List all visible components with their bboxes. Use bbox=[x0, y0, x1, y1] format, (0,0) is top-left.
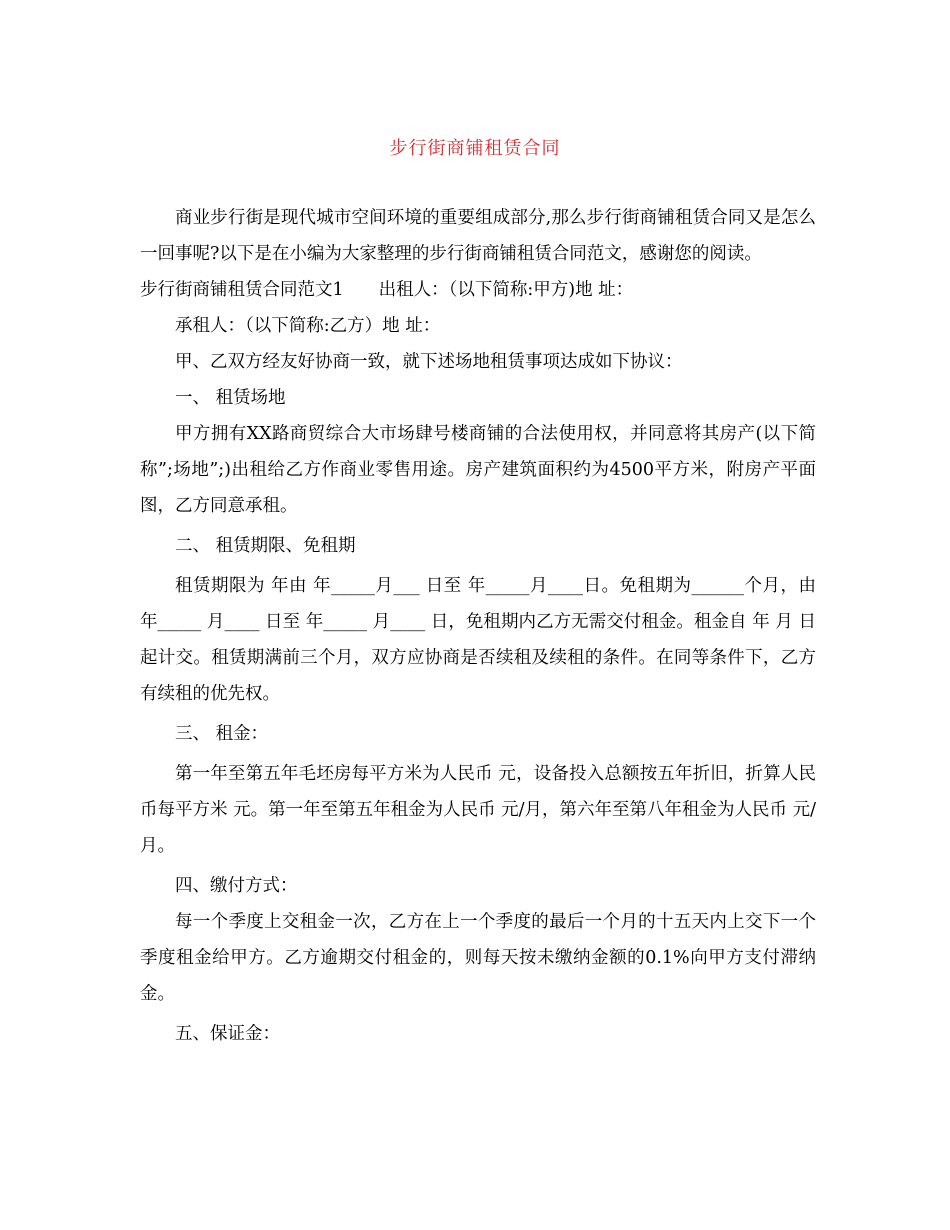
section-paragraph: 每一个季度上交租金一次，乙方在上一个季度的最后一个月的十五天内上交下一个季度租金给甲方。乙方逾期交付租金的，则每天按未缴纳金额的0.1%向甲方支付滞纳金。 bbox=[140, 912, 816, 1004]
agreement-preamble: 甲、乙双方经友好协商一致，就下述场地租赁事项达成如下协议： bbox=[175, 352, 683, 372]
section-paragraph: 第一年至第五年毛坯房每平方米为人民币 元，设备投入总额按五年折旧，折算人民币每平方米 元。第一年至第五年租金为人民币 元/月，第六年至第八年租金为人民币 元/月。 bbox=[140, 764, 816, 856]
section-heading: 二、 租赁期限、免租期 bbox=[175, 536, 356, 556]
document-body bbox=[140, 200, 816, 1052]
section-paragraph: 甲方拥有XX路商贸综合大市场肆号楼商铺的合法使用权，并同意将其房产(以下简称”;场地”;)出租给乙方作商业零售用途。房产建筑面积约为4500平方米，附房产平面图，乙方同意承租。 bbox=[140, 424, 816, 516]
lessee-line: 承租人：（以下简称:乙方）地 址： bbox=[175, 316, 441, 336]
intro-paragraph: 商业步行街是现代城市空间环境的重要组成部分,那么步行街商铺租赁合同又是怎么一回事呢?以下是在小编为大家整理的步行街商铺租赁合同范文，感谢您的阅读。 bbox=[140, 208, 816, 264]
section-heading: 五、保证金： bbox=[175, 1024, 280, 1044]
document-title: 步行街商铺租赁合同 bbox=[389, 138, 561, 159]
section-paragraph: 租赁期限为 年由 年_____月___ 日至 年_____月____日。免租期为______个月，由 年_____ 月____ 日至 年_____ 月____ 日，免租期内乙方无需交付租金。租金自 年 月 日起计交。租赁期满前三个月，双方应协商是否续租及续租的条件。在同等条件下，乙方有续租的优先权。 bbox=[140, 576, 816, 704]
section-heading: 三、 租金： bbox=[175, 724, 269, 744]
section-heading: 一、 租赁场地 bbox=[175, 388, 286, 408]
contract-heading-line: 步行街商铺租赁合同范文1 出租人：（以下简称:甲方)地 址： bbox=[140, 280, 634, 300]
section-heading: 四、缴付方式： bbox=[175, 876, 298, 896]
